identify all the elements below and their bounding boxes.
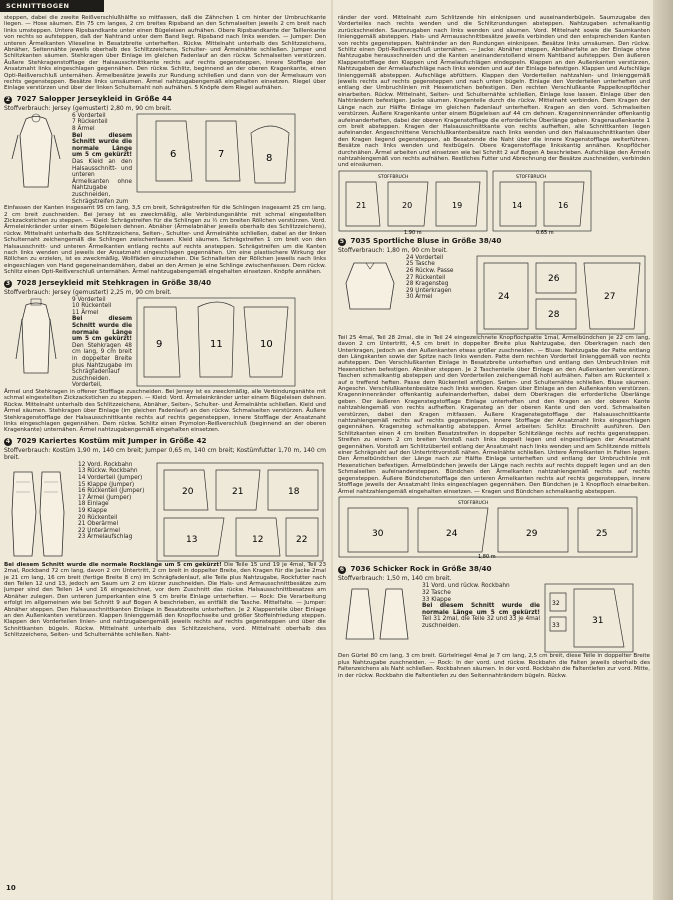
part-item: 22 Unterärmel: [78, 527, 121, 534]
part-item: 16 Rückenteil (Jumper): [78, 488, 145, 495]
part-item: 31 Vord. und rückw. Rockbahn: [422, 583, 510, 590]
part-item: 25 Tasche: [406, 261, 435, 268]
part-item: 21 Oberärmel: [78, 521, 119, 528]
section-body: [4, 113, 326, 205]
svg-text:8: 8: [266, 152, 273, 164]
pattern-layout: [544, 583, 634, 653]
note: Bei diesem Schnitt wurde die normale Länge um 5 cm gekürzt!: [72, 316, 132, 343]
section-heading: [338, 565, 650, 574]
section-body: [4, 462, 326, 562]
section-7035: [338, 237, 650, 495]
section-id: 7027: [16, 93, 37, 103]
note: Bei diesem Schnitt wurde die normale Rocklänge um 5 cm gekürzt!: [4, 561, 222, 568]
part-item: 17 Ärmel (Jumper): [78, 494, 132, 501]
width-label: 1,80 m: [478, 553, 496, 560]
svg-text:9: 9: [156, 338, 163, 350]
svg-text:7: 7: [218, 148, 225, 160]
svg-text:31: 31: [592, 616, 604, 627]
svg-text:22: 22: [296, 534, 308, 545]
svg-text:11: 11: [210, 338, 223, 350]
part-item: 18 Einlage: [78, 501, 109, 508]
svg-text:12: 12: [252, 534, 264, 545]
svg-text:25: 25: [596, 528, 608, 539]
pattern-layout: [156, 462, 324, 562]
section-text: Teil 25 4mal, Teil 28 2mal, die in Teil 24 eingezeichnete Knopflochpatte 1mal, Ärmelbündchen je 22 cm lang, davon 2 cm Untertritt, 4,5 cm breit in doppelter Breite plus Nahtzugabe, den Oberkragen nach den Unterkragen, jedoch an den Außenkanten etwas größer zuschneiden. — Bluse: Nahtzugabe der Patte entlang den Längskanten sowie der Spitze nach links wenden. Patte dem rechten Vorderteil linienggemäß von rechts aufsteppen. Den Verschlußkanten Einlage in Besatzbreite unterheften und entlang den Umbruchlinien mit Hexenstichen befestigen. Abnäher steppen. Je 2 Taschenteile über Einlage an den Außenkanten verstürzen. Taschen schmalkantig absteppen und den Vorderteilen zeichengemäß hohl aufnähen. Falten am Rückenteil x auf o treffend heften. Passe dem Rückenteil anfügen. Seiten- und Schulternähte schließen. Bluse säumen. Angeschn. Verschlußkantenbesätze nach links wenden. Kragen über Einlage an den Außenkanten verstürzen. Kragenninnenränder offenkantig aufeinanderheften, dabei dem Oberkragen die erforderliche Überlänge geben. Der äußeren Kragenstegstofflage Einlage unterheften und den Kragen an der oberen Kante nahtzahlengemäß von rechts aufheften. Kragensteg an der oberen Kante und den vord. Schmalseiten verstürzen, dabei den Kragen mitfassen. Äußere Kragenstegstofflage der Halsausschnittkante nahtzahlengemäß rechts auf rechts gegensteppen, innere Stofflage der Ansatznaht links eingeschlagen gegennähen. Kragensteg schmalkantig absteppen. Ärmel arbeiten: Schlitz: Einschnitt ausführen. Den Schlitzkanten einen 4 cm breiten Besatzstreifen in doppelter Schlitzlänge rechts auf rechts gegensteppen. Streifen zu einem 2 cm breiten Vorstoß nach links doppelt legen und eingeschlagen der Ansatznaht gegennähen. Vorstoß am Schlitzüberteil entlang der Ansatznaht nach links wenden und am Schlitzende mittels einer Schrägnaht auf den Untertrittvorstoß nähen. Ärmelnähte schließen. Untere Ärmelkanten in Falten legen. Den Ärmelbündchen der Länge nach zur Hälfte Einlage unterheften und entlang der Umbruchlinie mit Hexenstichen befestigen. Ärmelbündchen jeweils der Länge nach rechts auf rechts doppelt legen und an den Schmalseiten aufeinandersteppen. Bündchen den Ärmelkanten nahtzahlengemäß rechts auf rechts gegensteppen. Äußere Bündchenstofflage den unteren Ärmelkanten rechts auf rechts gegensteppen, innere Stofflage jeweils der Ansatznaht links eingeschlagen gegennähen. Den Bündchen je 1 Knopfloch einarbeiten. Ärmel nahtzahlengemäß eingehalten einsetzen. — Kragen und Bündchen schmalkantig absteppen.: [338, 334, 650, 495]
svg-text:33: 33: [552, 622, 560, 630]
parts-legend: [406, 255, 472, 335]
intro-text: steppen, dabei die zweite Reißverschlußhälfte so mitfassen, daß die Zähnchen 1 cm hinter der Umbruchkante liegen. — Hose säumen. Ein 75 cm langes, 2 cm breites Ripsband an den Schmalseiten jeweils 2 cm breit nach links umsteppen. Untere Ripsbandkante unter einen Bügeleisen aufnähen. Obere Ripsbandkante der Taillenkante von rechts so aufsteppen, daß der Nahtrand unter dem Band liegt. Ripsband nach links wenden. — Jumper: Den unteren Ärmelkanten Vlieseline in Besatzbreite unterheften. Rückw. Mittelnaht unterhalb des Schlitzzeichens, Abnäher, Seitennähte jeweils oberhalb des Schlitzzeichens, Schulter- und Ärmelnähte schließen. Jumper und Schlitzkanten säumen. Stehkragen über Einlage im gleichen Fadenlauf an den rückw. Schmalseiten verstürzen. Äußere Stehkragenstofflage der Halsausschnittkante rechts auf rechts gegensteppen, innere Stofflage der Ansatznaht links eingeschlagen gegennähen. Den rückw. Schlitz, beginnend an der oberen Kragenkante, einen Opti-Reißverschluß unternähen. Ärmelbesätze jeweils zur Rundung schließen und dann von der Ärmelsaum von rechts gegensteppen. Besätze links umsäumen. Ärmel nahtzugabengemäß eingehalten einsetzen. Riegel über Einlage verstürzen und über der linken Schulternaht noh aufnähen. 5 Knöpfe dem Riegel aufnähen.: [4, 15, 326, 92]
section-text: 16 cm breit (fertige Breite 8 cm) im Schrägfadenlauf, alle Teile plus Nahtzugabe, Rockfutter nach den Teilen 12 und 13, jedoch am Saum um 2 cm kürzer zuschneiden. Die Hals- und Armausschnittbesätze zum Jumper sind den Teilen 14 und 16 eingezeichnet, vor dem Zuschnitt das rückw. Halsausschnittbesatzes am Abnäher zulegen. Den unteren Jumperkanten eine 5 cm breite Einlage unterheften. — Rock: Die Verarbeitung erfolgt im allgemeinen wie bei Schnitt 9 auf Bogen A beschrieben, es entfällt die Tasche. Mittelfalte. — Jumper: Abnäher steppen. Den Halsausschnittkanten Einlage in Besatzbreite unterheften. Je 2 Klappenteile über Einlage an den Außenkanten verstürzen. Klappen linienggemäß den Knopflochseite und größer Stoffeinfriedung steppen. Klappen den Vorderteilen linien- und nahtzugabengemäß jeweils rechts auf rechts gegensteppen und über die Schnittkanten bügeln. Rückw. Mittelnaht unterhalb des Schlitzzeichens, vord. Mittelnaht oberhalb des Schlitzzeichens, Seiten- und Schulternähte schließen. Naht-: [4, 574, 326, 639]
section-body: [4, 297, 326, 389]
section-id: 7035: [350, 235, 371, 245]
parts-legend: [72, 113, 132, 205]
section-text: Ärmel und Stehkragen in offener Stofflage zuschneiden. Bei Jersey ist es zweckmäßig, alle Verbindungsnähte mit schmal eingestellten Zickzackstichen zu steppen. — Kleid: Vord. Ärmeleinkränder unter einem Bügeleisen dehnen. Rückw. Mittelnaht unterhalb des Schlitzzeichens, Abnäher, Seiten-, Schulter- und Ärmelnähte schließen. Kleid und Ärmel säumen. Stehkragen über Einlage (im gleichen Fadenlauf) an den rückw. Schmalseiten verstürzen. Äußere Stehkragenstofflage der Halsausschnittkante rechts auf rechts gegensteppen, innere Stofflage der Ansatznaht links eingeschlagen gegennähen. Dem rückw. Schlitz einen Prymolon-Reißverschluß (beginnend an der oberen Kragenkante) unternähen. Ärmel nahtzugabengemäß eingehalten einsetzen.: [4, 388, 326, 434]
fashion-sketch: [338, 583, 418, 643]
pattern-layout-jumper: [492, 170, 592, 234]
section-7027: [4, 95, 326, 276]
part-item: 8 Ärmel: [72, 126, 95, 133]
section-title: Salopper Jerseykleid in Größe 44: [39, 93, 172, 103]
section-title: Kariertes Kostüm mit Jumper in Größe 42: [39, 435, 207, 445]
part-item: 9 Vorderteil: [72, 296, 106, 303]
fashion-sketch: [338, 255, 402, 311]
section-number: 4: [5, 437, 11, 445]
note: Bei diesem Schnitt wurde die normale Länge um 5 cm gekürzt!: [72, 132, 132, 159]
section-heading: [4, 95, 326, 104]
fashion-sketch: [4, 462, 74, 562]
section-number: 3: [5, 279, 11, 287]
section-7029: [4, 437, 326, 639]
svg-text:18: 18: [288, 486, 300, 497]
note: Bei diesem Schnitt wurde die normale Länge um 5 cm gekürzt!: [422, 603, 540, 616]
svg-text:27: 27: [604, 291, 616, 302]
section-id: 7036: [350, 564, 371, 574]
svg-text:28: 28: [548, 309, 560, 320]
part-item: 32 Tasche: [422, 589, 451, 596]
fabric-info: Stoffverbrauch: 1,80 m, 90 cm breit.: [338, 246, 448, 254]
page-edge: [653, 0, 673, 900]
part-item: 12 Vord. Rockbahn: [78, 461, 133, 468]
jacket-layouts: [338, 170, 650, 234]
part-item: 26 Rückw. Passe: [406, 267, 454, 274]
pattern-layout: [136, 113, 296, 193]
parts-legend: [78, 462, 152, 562]
fold-label: STOFFBRUCH: [516, 174, 547, 180]
svg-text:21: 21: [232, 486, 244, 497]
part-item: 28 Kragensteg: [406, 281, 449, 288]
svg-text:20: 20: [182, 486, 194, 497]
fabric-info: Stoffverbrauch: 1,50 m, 140 cm breit.: [338, 575, 452, 583]
svg-text:19: 19: [452, 200, 463, 210]
part-item: 30 Ärmel: [406, 294, 433, 301]
svg-text:30: 30: [372, 528, 384, 539]
intro-text: ränder der vord. Mittelnaht zum Schlitzende hin einknipsen und auseinanderbügeln. Saumzugabe des Vorderteiles nach rechts wenden und die Schlitzrundungen absteppen. Nahtzugaben schmalkantig zurückschneiden. Saumzugaben nach links wenden und säumen. Vord. Mittelnaht sowie die Saumkanten linienggemäß absteppen. Hals- und Armausschnittbesätze jeweils verbinden und den entsprechenden Kanten von rechts gegensteppen. Nahtränder an den Rundungen einknipsen. Besätze links umsäumen. Den rückw. Schlitz einen Opti-Reißverschluß unternähen. — Jacke: Abnäher steppen, Abnäherfalte an der Einlage ohne Nahtzugabe herausschneiden und die Kanten aneinanderstoßend einem Nahtband aufsteppen. Den äußeren Klappenstofflage den Klappen und Ärmelaufschlägen eindeppeln. Klappen an den Außenkanten verstürzen, Nahtzugaben der Armelaufschläge nach links wenden und auf der Einlage befestigen. Klappen und Aufschläge linienggemäß absteppen. Aufschläge abfüttern. Klappen den Vorderteilen nahtzahlen- und linienggemäß jeweils rechts auf rechts gegensteppen und nach unten bügeln. Einlage den Vorderteilen unterheften und entlang der Umbruchlinien mit Hexenstichen befestigen. Den rechten Verschlußkante Pappelknopflöcher einarbeiten. Rückw. Mittelnaht, Seiten- und Schulternähte schließen, Einlage lose lassen. Einlage über den Nahträndern befestigen. Jacke säumen. Kragenteile durch die rückw. Mittelnaht verbinden. Dem Kragen der Länge nach zur Hälfte Einlage im gleichen Fadenlauf unterheften. Kragen an den vord. Schmalseiten verstürzen. Äußere Kragenkante unter einem Bügeleisen auf 44 cm dehnen. Kragenninnenränder offenkantig aufeinanderheften, dabei der oberen Kragenstofflage die erforderliche Überlänge geben. Kragenaußenkante 1 cm breit absteppen. Kragen der Halsausschnittkante von rechts aufheften, alle Schnittkanten liegen aufeinander. Angeschnittene Verschlußkantenbesätze nach links wenden und den Halsausschnittkanten über den Kragen liegend gegensteppen, ab Besatzende die Naht über die innere Kragenstofflage weiterführen. Besätze nach links wenden und festbügeln. Obere Kragenstofflage linkskantig annähen. Knopflöcher durchnähen. Ärmel arbeiten und einsetzen wie bei Schnitt 2 auf Bogen A beschrieben. Aufschläge den Ärmeln nahtzahlengemäß von rechts aufnähen. Restliches Futter und Abrechnung der Besätze zuschneiden, verbinden und einsäumen.: [338, 15, 650, 169]
section-number: 5: [339, 237, 345, 245]
fold-label: STOFFBRUCH: [458, 500, 489, 506]
section-text: Einfassen der Kanten insgesamt 95 cm lang, 3,5 cm breit, Schrägstreifen für die Schlingen insgesamt 25 cm lang, 2 cm breit zuschneiden. Bei Jersey ist es zweckmäßig, alle Verbindungsnähte mit schmal eingestellten Zickzackstichen zu steppen. — Kleid: Schrägstreifen für die Schlingen zu ½ cm breiten Röllchen verstürzen. Vord. Ärmeleinkränder unter einem Bügeleisen dehnen. Abnäher (Ärmelabnäher jeweils oberhalb des Schlitzzeichens), rückw. Mittelnaht unterhalb des Schlitzzeichens, Seiten-, Schulter- und Ärmelnähte schließen, dabei an der linken Schulternaht zeichengemäß die Schlingen zwischenfassen. Kleid säumen. Schrägstreifen 1 cm breit von den Halsausschnitt- und unteren Ärmelkanten entlang rechts auf rechts ansteppen. Schrägstreifen um die Kanten nach links wenden und jeweils der Ansatznaht eingeschlagen gegennähen. Um eine plastischere Wirkung der Röllchen zu erzielen, ist es zweckmäßig, Wollfäden einzuziehen. Die Schnalleiten der Röllchen jeweils nach links eingeschlagen von Hand gegeneinandernähen, dabei an den Armen je eine Schlinge zwischenfassen. Dem rückw. Schlitz einen Opti-Reißverschluß unternähen. Ärmel nahtzugabengemäß eingehalten einsetzen. Knöpfe annähen.: [4, 205, 326, 276]
part-item: 11 Ärmel: [72, 309, 99, 316]
section-title: Jerseykleid mit Stehkragen in Größe 38/40: [39, 277, 212, 287]
header-tab: [92, 0, 104, 12]
section-body: [338, 583, 650, 653]
part-item: 20 Rückenteil: [78, 514, 118, 521]
svg-text:16: 16: [558, 200, 569, 210]
fold-label: STOFFBRUCH: [378, 174, 409, 180]
section-heading: [4, 279, 326, 288]
pattern-layout: [136, 297, 296, 387]
fashion-sketch: [4, 113, 68, 191]
section-label: SCHNITTBOGEN: [0, 0, 92, 12]
svg-text:29: 29: [526, 528, 538, 539]
part-item: 33 Klappe: [422, 596, 452, 603]
note-rest: Teil 31 2mal, die Teile 32 und 33 je 4mal zuschneiden.: [422, 616, 540, 629]
part-item: 6 Vorderteil: [72, 112, 106, 119]
fabric-info: Stoffverbrauch: Jersey (gemustert) 2,80 m, 90 cm breit.: [4, 104, 172, 112]
pattern-layout-jacket: [338, 170, 488, 234]
section-7036: [338, 565, 650, 679]
section-text: Den Gürtel 80 cm lang, 3 cm breit. Gürtelriegel 4mal je 7 cm lang, 2,5 cm breit, diese Teile in doppelter Breite plus Nahtzugabe zuschneiden. — Rock: In der vord. und rückw. Rockbahn die Falten jeweils oberhalb des Faltenzeichens als Naht schließen. Rockbahnen säumen. In der vord. Rockbahn die Faltentiefen zur vord. Mitte, in der rückw. Rockbahn die Faltentiefen zu den Seitennahträndern bügeln. Rückw.: [338, 653, 650, 679]
pattern-layout: [476, 255, 646, 335]
fabric-info: Stoffverbrauch: Kostüm 1,90 m, 140 cm breit; Jumper 0,65 m, 140 cm breit; Kostümfutter 1,70 m, 140 cm breit.: [4, 446, 326, 461]
right-column: [338, 15, 650, 887]
section-number: 2: [5, 95, 11, 103]
section-heading: [4, 437, 326, 446]
note-rest: Den Stehkragen 48 cm lang, 9 cm breit in doppelter Breite plus Nahtzugabe im Schrägfadenlauf zuschneiden. Vorderteil,: [72, 342, 132, 389]
section-id: 7029: [16, 435, 37, 445]
section-title: Sportliche Bluse in Größe 38/40: [373, 235, 502, 245]
section-id: 7028: [16, 277, 37, 287]
section-body: [338, 255, 650, 335]
svg-text:13: 13: [186, 534, 198, 545]
note-rest: Die Teile 15 und 19 je 4mal, Teil 23 2mal, Rockband 72 cm lang, davon 2 cm Untertritt, 2 cm breit in doppelter Breite, den Kragen für die Jacke 2mal je 21 cm lang,: [4, 561, 326, 581]
part-item: 24 Vorderteil: [406, 254, 444, 261]
part-item: 23 Ärmelaufschlag: [78, 534, 133, 541]
page-header: [0, 0, 673, 14]
width-label: 0,65 m: [536, 229, 554, 234]
left-column: [4, 15, 326, 887]
page-number: 10: [6, 884, 16, 892]
section-title: Schicker Rock in Größe 38/40: [373, 564, 492, 574]
svg-text:21: 21: [356, 200, 367, 210]
width-label: 1,90 m: [404, 229, 422, 234]
page-fold: [331, 0, 333, 900]
svg-text:26: 26: [548, 273, 560, 284]
part-item: 19 Klappe: [78, 507, 108, 514]
fashion-sketch: [4, 297, 68, 377]
part-item: 27 Rückenteil: [406, 274, 446, 281]
part-item: 14 Vorderteil (Jumper): [78, 475, 143, 481]
part-item: 7 Rückenteil: [72, 119, 108, 126]
svg-text:14: 14: [512, 200, 523, 210]
svg-text:24: 24: [446, 528, 458, 539]
svg-text:32: 32: [552, 600, 560, 608]
parts-legend: [72, 297, 132, 389]
svg-text:6: 6: [170, 148, 177, 160]
svg-text:20: 20: [402, 200, 413, 210]
section-number: 6: [339, 566, 345, 574]
svg-text:24: 24: [498, 291, 510, 302]
section-7028: [4, 279, 326, 434]
part-item: 15 Klappe (Jumper): [78, 481, 135, 488]
part-item: 10 Rückenteil: [72, 303, 112, 310]
fabric-info: Stoffverbrauch: Jersey (gemustert) 2,25 m, 90 cm breit.: [4, 288, 172, 296]
parts-legend: [422, 583, 540, 653]
part-item: 13 Rückw. Rockbahn: [78, 468, 138, 475]
section-heading: [338, 237, 650, 246]
pattern-layout-blouse: [338, 496, 638, 560]
part-item: 29 Unterkragen: [406, 287, 452, 294]
svg-text:10: 10: [260, 338, 273, 350]
note-rest: Das Kleid an den Halsausschnitt- und unteren Ärmelkanten ohne Nahtzugabe zuschneiden, Schrägstreifen zum: [72, 159, 132, 205]
